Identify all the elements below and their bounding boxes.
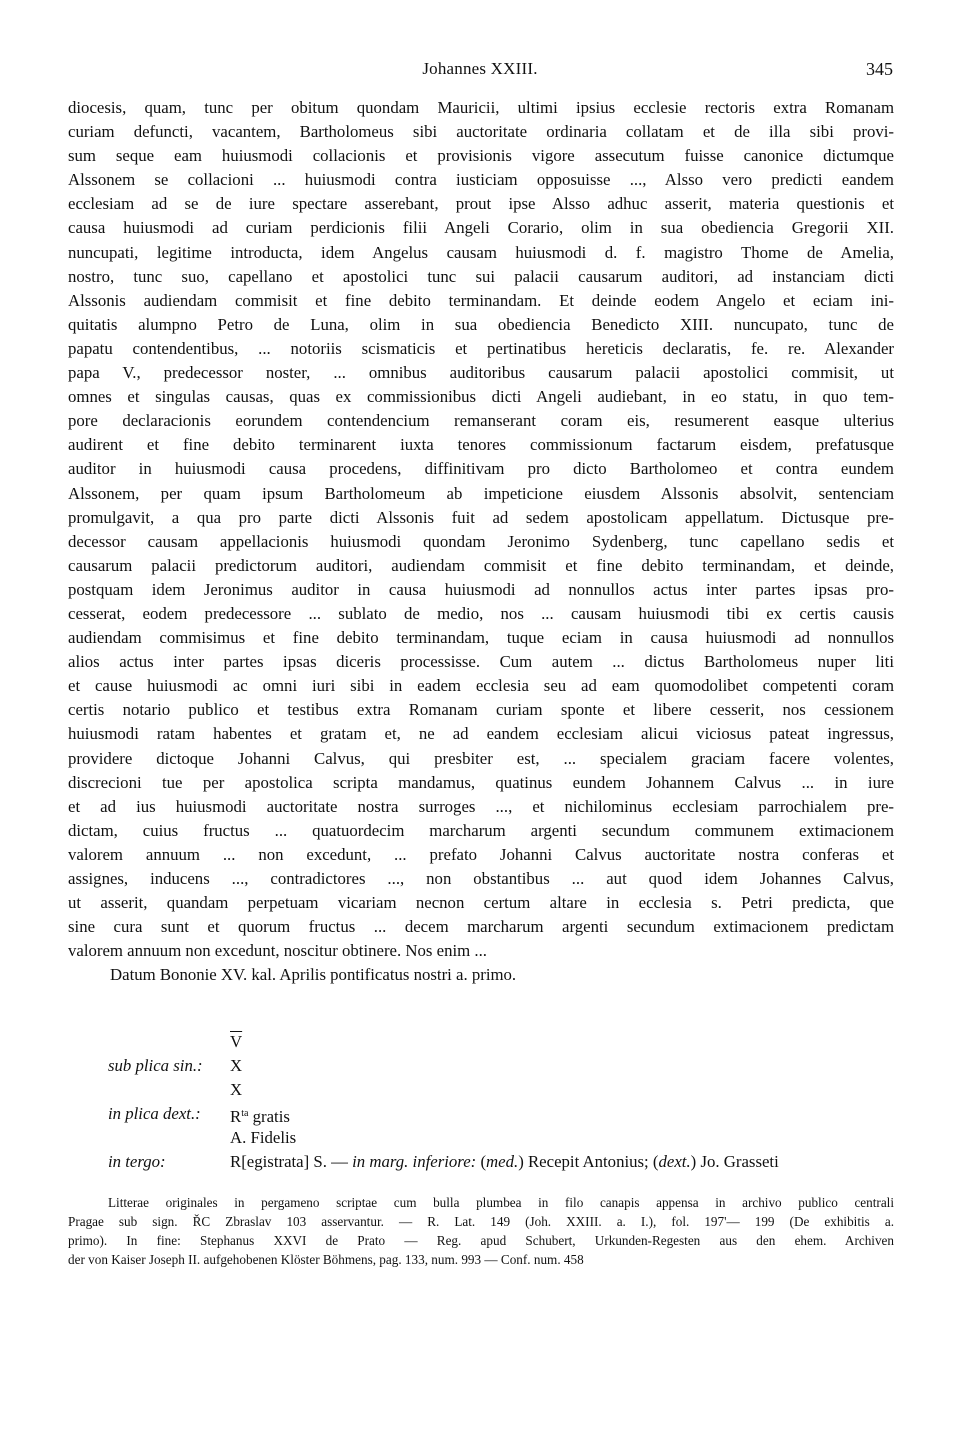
in-tergo-marg: in marg. inferiore: xyxy=(352,1152,477,1171)
body-line: Alssonis audiendam commisit et fine debito terminandam. Et deinde eodem Angelo et eciam ini- xyxy=(68,290,894,310)
in-plica-value xyxy=(230,1102,898,1126)
body-line: providere dictoque Johanni Calvus, qui presbiter est, ... specialem graciam facere volentes, xyxy=(68,748,894,768)
body-line: audiendam commisimus et fine debito terminandam, tuque eciam in causa huiusmodi ad nonnullos xyxy=(68,628,894,648)
in-tergo-dext: dext. xyxy=(658,1152,691,1171)
body-line: postquam idem Jeronimus auditor in causa huiusmodi ad nonnullos actus inter partes ipsas pro- xyxy=(68,579,894,599)
note-row-sub-plica xyxy=(108,1054,898,1078)
in-tergo-value xyxy=(230,1150,898,1174)
body-line: pore declaracionis eorundem contendencium remanserant coram eis, resumerent easque ulterius xyxy=(68,411,894,431)
in-tergo-med: med. xyxy=(486,1152,519,1171)
sub-plica-value-2: X xyxy=(230,1080,243,1099)
in-tergo-text: ) Jo. Grasseti xyxy=(690,1152,779,1171)
footnote-line: Litterae originales in pergameno scriptae cum bulla plumbea in filo canapis appensa in archivo publico centrali xyxy=(108,1195,894,1210)
body-line: omnes et singulas causas, quas ex commissionibus dicti Angeli audiebant, in eo statu, in quo tem- xyxy=(68,387,894,407)
body-line: nuncupati, legitime introducta, idem Angelus causam huiusmodi d. f. magistro Thome de Amelia, xyxy=(68,242,894,262)
note-label-empty xyxy=(108,1030,230,1054)
body-line: decessor causam appellacionis huiusmodi quondam Jeronimo Sydenberg, tunc capellano sedis et xyxy=(68,531,894,551)
note-row-in-plica-2 xyxy=(108,1126,898,1150)
body-line: papatu contendentibus, ... notoriis scismaticis et pertinatibus hereticis declaratis, fe. re. Alexander xyxy=(68,338,894,358)
body-line: nostro, tunc suo, capellano et apostolici tunc sui palacii causarum auditori, ad instanciam dicti xyxy=(68,266,894,286)
note-row-in-tergo xyxy=(108,1150,898,1174)
in-plica-r: R xyxy=(230,1107,242,1126)
in-plica-value-2: A. Fidelis xyxy=(230,1128,297,1147)
footnote xyxy=(68,1193,894,1269)
in-plica-gratis: gratis xyxy=(248,1107,290,1126)
body-line: alios actus inter partes ipsas diceris processisse. Cum autem ... dictus Bartholomeus nuper liti xyxy=(68,652,894,672)
in-tergo-text: ( xyxy=(476,1152,487,1171)
body-line: audirent et fine debito terminarent iuxta tenores commissionum factarum eisdem, prefatusque xyxy=(68,435,894,455)
body-line: papa V., predecessor noster, ... omnibus auditoribus causarum palacii apostolici commisit, ut xyxy=(68,363,894,383)
body-line: sum seque eam huiusmodi collacionis et provisionis vigore assecutum fuisse canonice dictumque xyxy=(68,146,894,166)
body-line: ecclesiam ad se de iure spectare asserebant, prout ipse Alsso adhuc asserit, materia questionis et xyxy=(68,194,894,214)
body-line: sine cura sunt et quorum fructus ... decem marcharum argenti secundum extimacionem predictam xyxy=(68,917,894,937)
body-line: discrecioni tue per apostolica scripta mandamus, quatinus eundem Johannem Calvus ... in iure xyxy=(68,772,894,792)
footnote-line: Pragae sub sign. ŘC Zbraslav 103 asservantur. — R. Lat. 149 (Joh. XXIII. a. I.), fol. 197'— 199 (De exhibitis a. xyxy=(68,1214,894,1229)
body-line: dictam, cuius fructus ... quatuordecim marcharum argenti secundum communem extimacionem xyxy=(68,820,894,840)
body-line: causarum palacii predictorum auditori, audiendam commisit et fine debito terminandam, et deinde, xyxy=(68,555,894,575)
body-text xyxy=(68,96,894,987)
body-line: Alssonem se collacioni ... huiusmodi contra iusticiam opposuisse ..., Alsso vero predicti eandem xyxy=(68,170,894,190)
body-line: ut asserit, quandam perpetuam vicariam necnon certum altare in ecclesia s. Petri predicta, que xyxy=(68,893,894,913)
body-line: certis notario publico et testibus extra Romanam curiam sponte et libere cesserit, nos cessionem xyxy=(68,700,894,720)
sub-plica-label: sub plica sin.: xyxy=(108,1056,203,1075)
in-tergo-text: ) Recepit Antonius; ( xyxy=(518,1152,659,1171)
in-tergo-text: R[egistrata] S. — xyxy=(230,1152,353,1171)
in-tergo-label: in tergo: xyxy=(108,1152,166,1171)
body-line: quitatis alumpno Petro de Luna, olim in sua obediencia Benedicto XIII. nuncupato, tunc de xyxy=(68,314,894,334)
body-line: huiusmodi ratam habentes et gratam et, ne ad eandem ecclesiam alicui viciosus pateat ingressus, xyxy=(68,724,894,744)
note-label-empty xyxy=(108,1078,230,1102)
body-line: diocesis, quam, tunc per obitum quondam Mauricii, ultimi ipsius ecclesie rectoris extra Romanam xyxy=(68,98,894,117)
body-line: causa huiusmodi ad curiam perdicionis filii Angeli Corario, olim in sua obediencia Gregorii XII. xyxy=(68,218,894,238)
footnote-line: der von Kaiser Joseph II. aufgehobenen Klöster Böhmens, pag. 133, num. 993 — Conf. num. 458 xyxy=(68,1252,584,1267)
footnote-line: primo). In fine: Stephanus XXVI de Prato — Reg. apud Schubert, Urkunden-Regesten aus den ehem. Archiven xyxy=(68,1233,894,1248)
body-line: auditor in huiusmodi causa procedens, diffinitivam pro dicto Bartholomeo et contra eundem xyxy=(68,459,894,479)
body-line: assignes, inducens ..., contradictores ..., non obstantibus ... aut quod idem Johannes Calvus, xyxy=(68,869,894,888)
note-row-in-plica xyxy=(108,1102,898,1126)
note-row-v xyxy=(108,1030,898,1054)
in-plica-label: in plica dext.: xyxy=(108,1104,201,1123)
sub-plica-value: X xyxy=(230,1056,243,1075)
body-line: promulgavit, a qua pro parte dicti Alssonis fuit ad sedem apostolicam appellatum. Dictusque pre- xyxy=(68,507,894,527)
body-line: valorem annuum ... non excedunt, ... prefato Johanni Calvus auctoritate nostra conferas et xyxy=(68,844,894,864)
note-label-empty xyxy=(108,1126,230,1150)
chancery-notes xyxy=(108,1030,898,1174)
body-line: curiam defuncti, vacantem, Bartholomeus sibi auctoritate ordinaria collatam et de illa sibi provi- xyxy=(68,122,894,142)
page-number: 345 xyxy=(866,59,893,79)
note-row-sub-plica-2 xyxy=(108,1078,898,1102)
in-plica-sup: ta xyxy=(241,1108,249,1119)
body-line: et cause huiusmodi ac omni iuri sibi in eadem ecclesia seu ad eam quomodolibet competenti coram xyxy=(68,676,894,696)
body-line: cesserat, eodem predecessore ... sublato de medio, nos ... causam huiusmodi tibi ex certis causis xyxy=(68,603,894,623)
v-mark: $\overline{V}$ xyxy=(230,1032,243,1051)
body-line: Alssonem, per quam ipsum Bartholomeum ab impeticione eiusdem Alssonis absolvit, sentenciam xyxy=(68,483,894,503)
datum-line: Datum Bononie XV. kal. Aprilis pontificatus nostri a. primo. xyxy=(110,965,517,985)
running-title: Johannes XXIII. xyxy=(422,59,538,78)
body-line: valorem annuum non excedunt, noscitur obtinere. Nos enim ... xyxy=(68,941,487,961)
body-line: et ad ius huiusmodi auctoritate nostra surroges ..., et nichilominus ecclesiam parrochialem pre- xyxy=(68,796,894,816)
